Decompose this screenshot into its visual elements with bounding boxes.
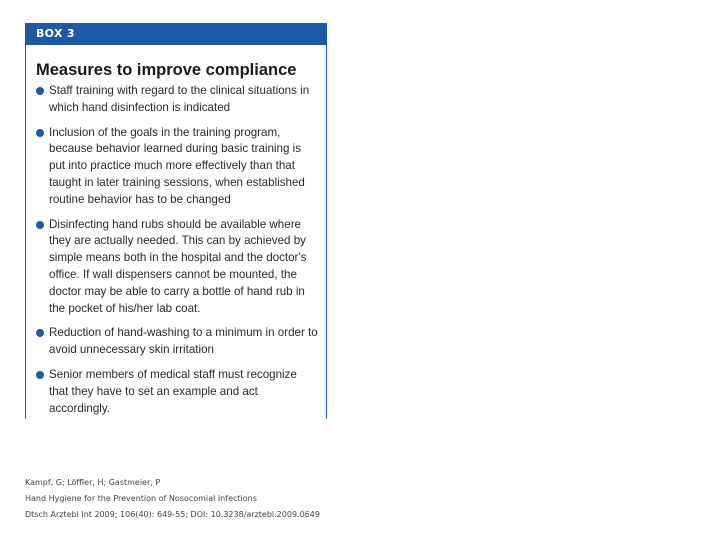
bullet-icon xyxy=(36,129,44,137)
citation-title: Hand Hygiene for the Prevention of Nosocomial Infections xyxy=(25,494,257,503)
list-item xyxy=(36,325,318,359)
info-box xyxy=(25,23,327,419)
citation-authors: Kampf, G; Löffler, H; Gastmeier, P xyxy=(25,478,161,487)
list-item xyxy=(36,217,318,318)
list-item-text: Staff training with regard to the clinical situations in which hand disinfection is indicated xyxy=(49,84,310,114)
list-item xyxy=(36,83,318,117)
box-title: Measures to improve compliance xyxy=(36,61,297,79)
list-item-text: Senior members of medical staff must recognize that they have to set an example and act accordingly. xyxy=(49,367,297,415)
list-item xyxy=(36,367,318,417)
bullet-icon xyxy=(36,371,44,379)
list-item xyxy=(36,125,318,209)
list-item-text: Inclusion of the goals in the training program, because behavior learned during basic training is put into practice much more effectively than that taught in later training sessions, when established routine behavior has to be changed xyxy=(49,125,305,206)
list-item-text: Disinfecting hand rubs should be available where they are actually needed. This can by achieved by simple means both in the hospital and the doctor's office. If wall dispensers cannot be mounted, the doctor may be able to carry a bottle of hand rub in the pocket of his/her lab coat. xyxy=(49,217,307,315)
box-label: BOX 3 xyxy=(26,23,326,45)
citation xyxy=(25,475,320,523)
list-item-text: Reduction of hand-washing to a minimum in order to avoid unnecessary skin irritation xyxy=(49,326,318,357)
compliance-measures-list xyxy=(26,83,326,417)
bullet-icon xyxy=(36,87,44,95)
bullet-icon xyxy=(36,329,44,337)
bullet-icon xyxy=(36,221,44,229)
citation-reference: Dtsch Arztebl Int 2009; 106(40): 649-55; DOI: 10.3238/arztebl.2009.0649 xyxy=(25,510,320,519)
